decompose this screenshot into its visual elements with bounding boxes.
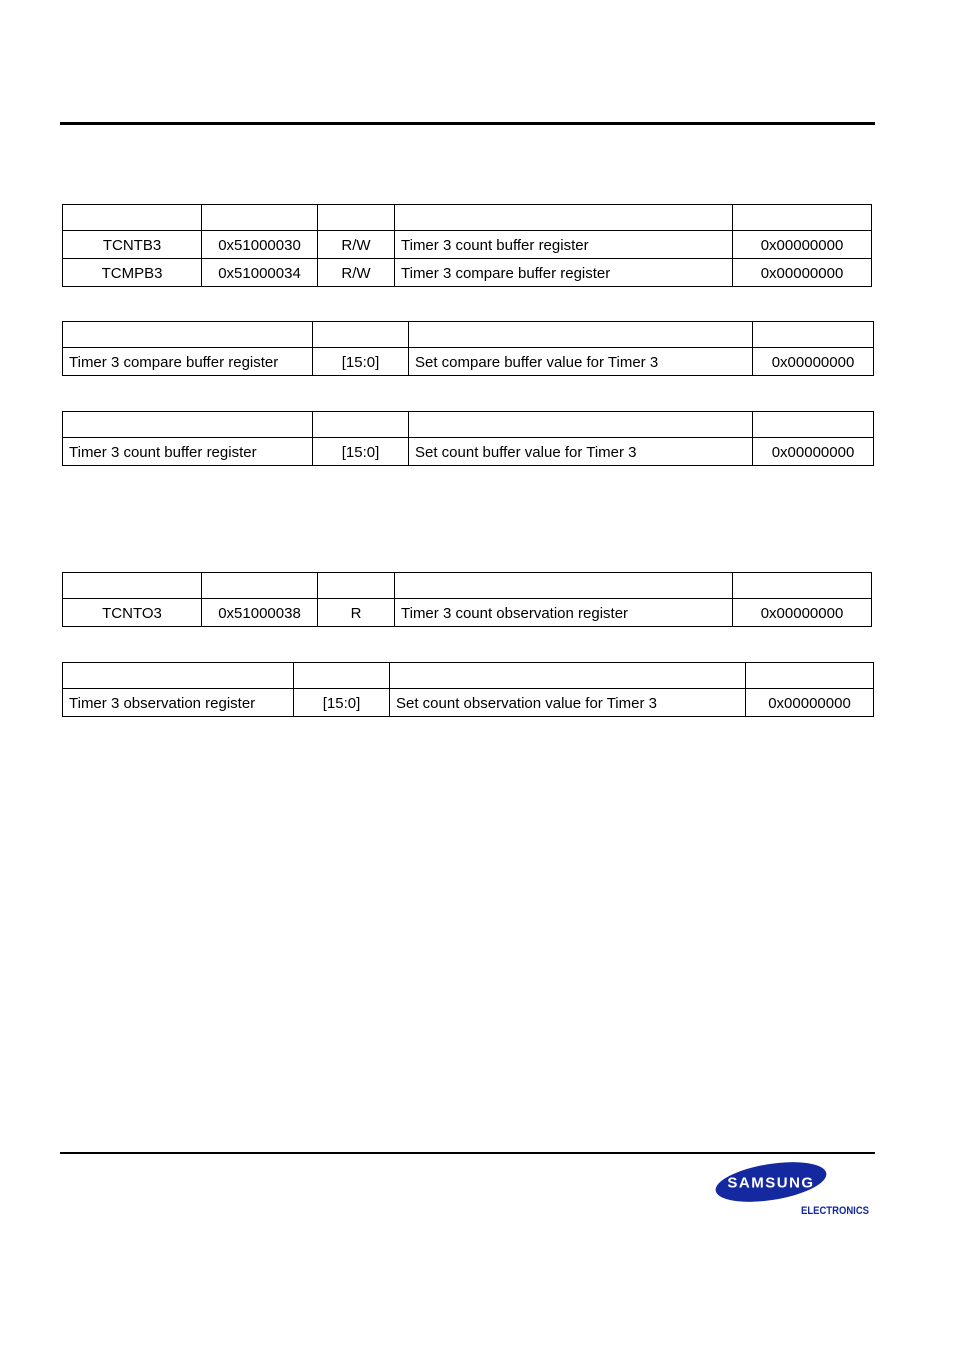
field-name: Timer 3 observation register — [63, 689, 294, 717]
table-row — [63, 231, 872, 259]
bit-field-table-tcntb3 — [62, 411, 874, 466]
header-cell — [753, 322, 874, 348]
table-row — [63, 438, 874, 466]
register-address: 0x51000030 — [202, 231, 318, 259]
register-name: TCNTO3 — [63, 599, 202, 627]
table-header-row — [63, 205, 872, 231]
register-map-table-tcntb3-tcmpb3 — [62, 204, 872, 287]
electronics-label: ELECTRONICS — [801, 1205, 869, 1217]
header-cell — [294, 663, 390, 689]
register-description: Timer 3 count observation register — [395, 599, 733, 627]
header-cell — [753, 412, 874, 438]
header-cell — [318, 205, 395, 231]
table-header-row — [63, 573, 872, 599]
register-description: Timer 3 count buffer register — [395, 231, 733, 259]
table-row — [63, 689, 874, 717]
header-cell — [202, 573, 318, 599]
field-description: Set count observation value for Timer 3 — [390, 689, 746, 717]
samsung-electronics-logo — [714, 1161, 874, 1221]
field-bits: [15:0] — [313, 438, 409, 466]
header-cell — [63, 663, 294, 689]
field-name: Timer 3 compare buffer register — [63, 348, 313, 376]
register-map-table-tcnto3 — [62, 572, 872, 627]
header-cell — [63, 412, 313, 438]
header-cell — [733, 573, 872, 599]
field-initial-state: 0x00000000 — [753, 438, 874, 466]
header-cell — [63, 322, 313, 348]
field-initial-state: 0x00000000 — [753, 348, 874, 376]
header-cell — [313, 412, 409, 438]
register-description: Timer 3 compare buffer register — [395, 259, 733, 287]
samsung-wordmark: SAMSUNG — [727, 1174, 815, 1192]
field-description: Set compare buffer value for Timer 3 — [409, 348, 753, 376]
field-description: Set count buffer value for Timer 3 — [409, 438, 753, 466]
table-row — [63, 259, 872, 287]
register-reset-value: 0x00000000 — [733, 231, 872, 259]
field-bits: [15:0] — [294, 689, 390, 717]
header-cell — [733, 205, 872, 231]
field-bits: [15:0] — [313, 348, 409, 376]
table-row — [63, 599, 872, 627]
field-name: Timer 3 count buffer register — [63, 438, 313, 466]
header-cell — [746, 663, 874, 689]
register-access: R/W — [318, 231, 395, 259]
field-initial-state: 0x00000000 — [746, 689, 874, 717]
bit-field-table-tcmpb3 — [62, 321, 874, 376]
header-cell — [318, 573, 395, 599]
footer-rule — [60, 1152, 875, 1154]
header-cell — [395, 573, 733, 599]
register-name: TCNTB3 — [63, 231, 202, 259]
header-cell — [202, 205, 318, 231]
register-access: R — [318, 599, 395, 627]
header-rule — [60, 122, 875, 125]
register-reset-value: 0x00000000 — [733, 599, 872, 627]
register-access: R/W — [318, 259, 395, 287]
register-name: TCMPB3 — [63, 259, 202, 287]
table-header-row — [63, 322, 874, 348]
header-cell — [390, 663, 746, 689]
header-cell — [63, 205, 202, 231]
table-row — [63, 348, 874, 376]
register-reset-value: 0x00000000 — [733, 259, 872, 287]
header-cell — [313, 322, 409, 348]
table-header-row — [63, 663, 874, 689]
header-cell — [63, 573, 202, 599]
register-address: 0x51000034 — [202, 259, 318, 287]
header-cell — [409, 412, 753, 438]
register-address: 0x51000038 — [202, 599, 318, 627]
bit-field-table-tcnto3 — [62, 662, 874, 717]
header-cell — [409, 322, 753, 348]
header-cell — [395, 205, 733, 231]
table-header-row — [63, 412, 874, 438]
